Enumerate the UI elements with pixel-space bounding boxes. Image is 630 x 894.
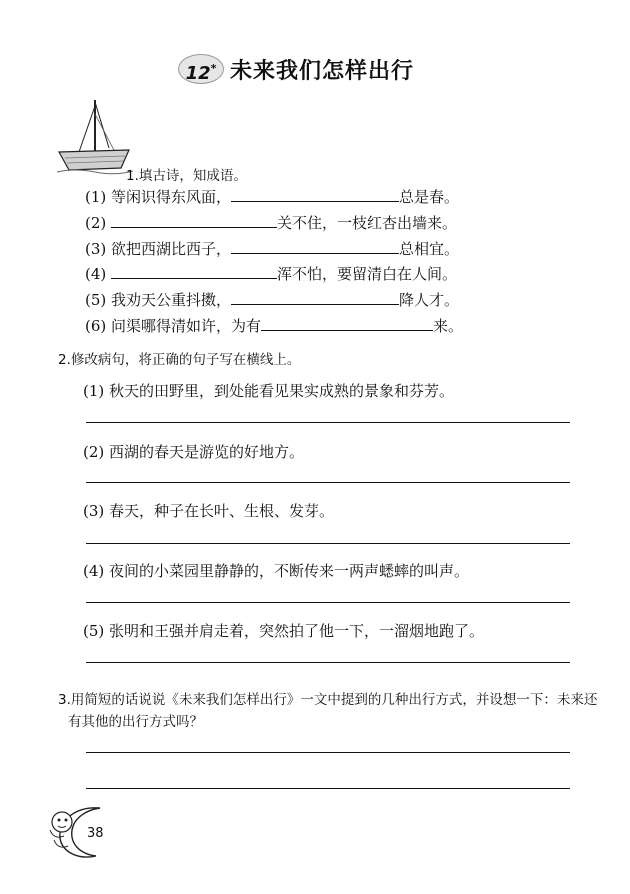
sailboat-icon xyxy=(55,96,135,176)
fill-blank[interactable] xyxy=(231,186,399,202)
page-title xyxy=(178,52,478,88)
q3-heading-line1: 3.用简短的话说说《未来我们怎样出行》一文中提到的几种出行方式，并设想一下：未来还 xyxy=(58,692,598,708)
poem-line-5: (5) 我劝天公重抖擞， 降人才。 xyxy=(85,291,460,309)
q2-heading: 2.修改病句，将正确的句子写在横线上。 xyxy=(58,352,301,368)
answer-line[interactable] xyxy=(86,543,570,544)
lesson-title: 未来我们怎样出行 xyxy=(230,59,415,84)
q1-heading: 1.填古诗，知成语。 xyxy=(126,168,247,184)
answer-line[interactable] xyxy=(86,482,570,483)
poem-line-4: (4) 浑不怕，要留清白在人间。 xyxy=(85,265,458,283)
sentence-2: (2) 西湖的春天是游览的好地方。 xyxy=(83,443,305,461)
fill-blank[interactable] xyxy=(111,263,277,279)
sentence-3: (3) 春天，种子在长叶、生根、发芽。 xyxy=(83,502,335,520)
fill-blank[interactable] xyxy=(261,315,433,331)
poem-line-2: (2) 关不住，一枝红杏出墙来。 xyxy=(85,214,458,232)
page-number: 38 xyxy=(87,826,104,841)
fill-blank[interactable] xyxy=(231,238,399,254)
lesson-star: * xyxy=(210,62,217,75)
poem-line-1: (1) 等闲识得东风面， 总是春。 xyxy=(85,188,460,206)
answer-line[interactable] xyxy=(86,752,570,753)
answer-line[interactable] xyxy=(86,602,570,603)
sentence-1: (1) 秋天的田野里，到处能看见果实成熟的景象和芬芳。 xyxy=(83,382,455,400)
lesson-number-badge xyxy=(178,54,224,84)
lesson-number: 12 xyxy=(185,63,211,84)
fill-blank[interactable] xyxy=(231,289,399,305)
poem-line-6: (6) 问渠哪得清如许，为有 来。 xyxy=(85,317,464,335)
answer-line[interactable] xyxy=(86,788,570,789)
sentence-5: (5) 张明和王强并肩走着，突然拍了他一下，一溜烟地跑了。 xyxy=(83,622,485,640)
fill-blank[interactable] xyxy=(111,212,277,228)
poem-line-3: (3) 欲把西湖比西子， 总相宜。 xyxy=(85,240,460,258)
answer-line[interactable] xyxy=(86,422,570,423)
q3-heading-line2: 有其他的出行方式吗？ xyxy=(68,714,203,730)
sentence-4: (4) 夜间的小菜园里静静的，不断传来一两声蟋蟀的叫声。 xyxy=(83,562,470,580)
answer-line[interactable] xyxy=(86,662,570,663)
